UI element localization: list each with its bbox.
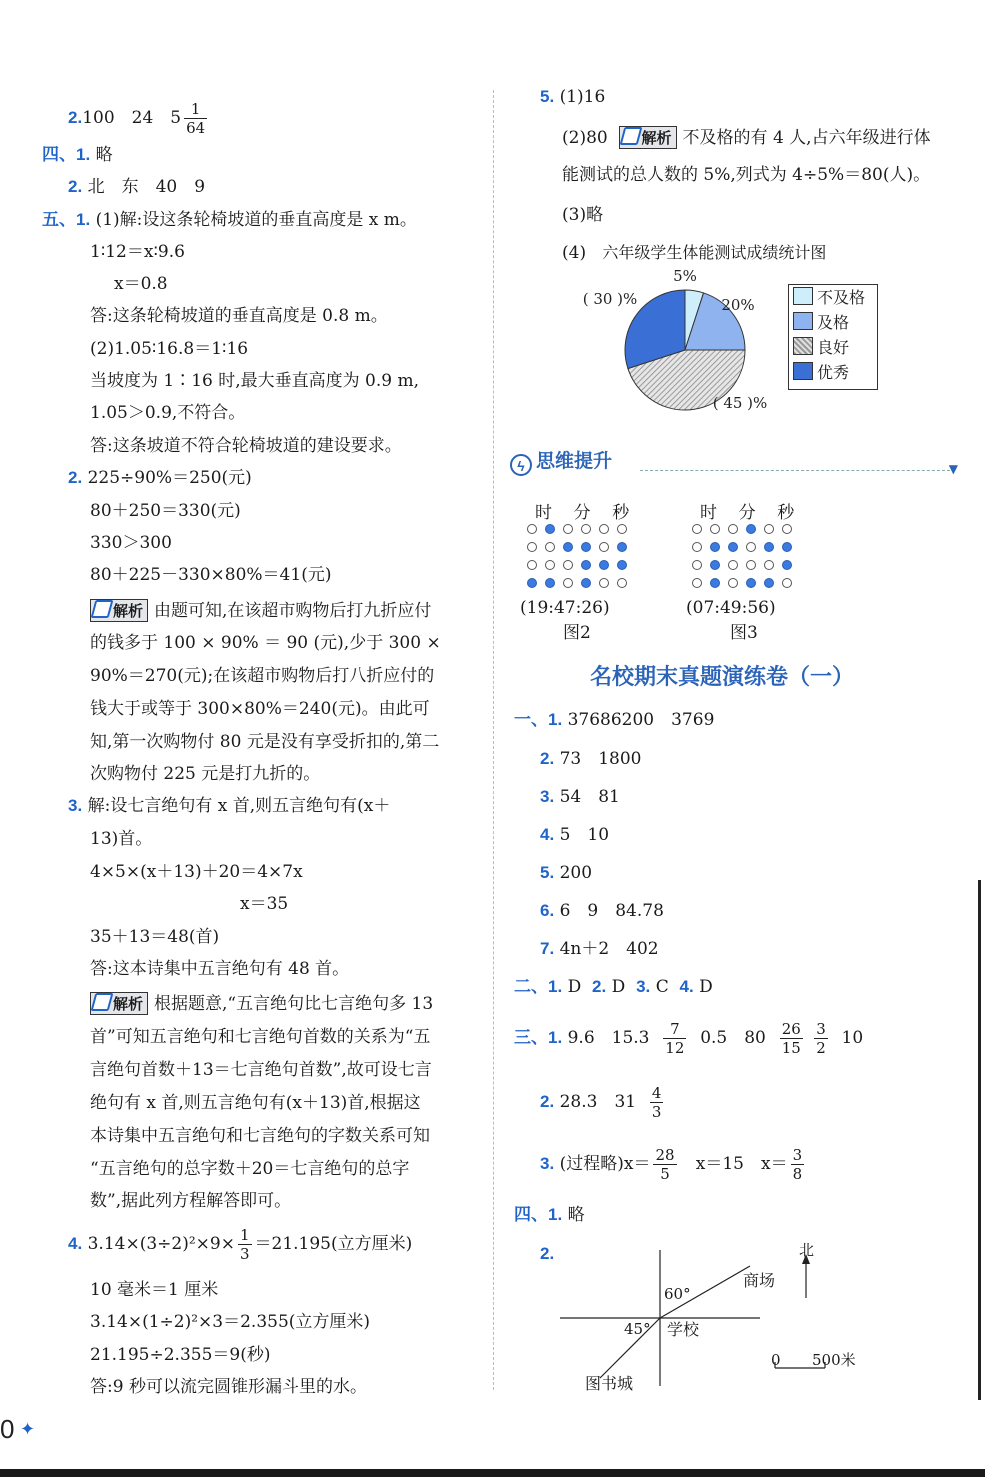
fraction: $\frac{4}{3}$ [651, 1084, 662, 1121]
answer-line: 4. 3.14×(3÷2)²×9× $\frac{1}{3}$ ＝21.195(立方厘米) [68, 1226, 413, 1263]
binary-dot [746, 560, 756, 570]
page-number: 0 [0, 1414, 15, 1444]
binary-dot [728, 578, 738, 588]
clock-time: (19:47:26) [520, 598, 610, 618]
answer-line: 5. (1)16 [540, 87, 606, 107]
legend-swatch [793, 337, 813, 355]
triangle-down-icon: ▼ [948, 462, 958, 476]
answer-line: 2. 北 东 40 9 [68, 177, 206, 197]
binary-dot [581, 578, 591, 588]
scale-label: 0 [771, 1351, 781, 1369]
binary-dot [782, 560, 792, 570]
binary-dot [764, 524, 774, 534]
section-title: ϟ 思维提升 [510, 450, 612, 476]
scale-label: 500米 [812, 1351, 856, 1369]
analysis-tag: 解析 [90, 599, 148, 622]
analysis-line: 本诗集中五言绝句和七言绝句的字数关系可知 [90, 1126, 430, 1146]
answer-line: 13)首。 [90, 829, 153, 849]
binary-dot [599, 560, 609, 570]
answer-line: 3.14×(1÷2)²×3＝2.355(立方厘米) [90, 1312, 371, 1332]
map-label-north: 北 [799, 1241, 815, 1259]
legend-swatch [793, 287, 813, 305]
binary-dot [617, 524, 627, 534]
answer-line: (2)1.05∶16.8＝1∶16 [90, 339, 249, 359]
analysis-line: 言绝句首数＋13＝七言绝句首数”,故可设七言 [90, 1060, 432, 1080]
star-icon: ✦ [20, 1419, 36, 1440]
fraction: $\frac{3}{2}$ [816, 1020, 826, 1057]
pen-icon [91, 600, 114, 618]
answer-line: x＝0.8 [114, 274, 168, 294]
figure-label: 图2 [563, 623, 591, 643]
answer-line: 答:这条坡道不符合轮椅坡道的建设要求。 [90, 436, 402, 456]
legend-item: 及格 [793, 312, 849, 334]
binary-dot [617, 560, 627, 570]
answer-line: 80＋250＝330(元) [90, 501, 241, 521]
binary-dot [581, 542, 591, 552]
answer-line: 3. 54 81 [540, 787, 620, 807]
answer-line: 答:这条轮椅坡道的垂直高度是 0.8 m。 [90, 306, 388, 326]
answer-line: 5. 200 [540, 863, 593, 883]
binary-dot [782, 578, 792, 588]
binary-dot [782, 542, 792, 552]
binary-dot [728, 560, 738, 570]
chart-legend [788, 284, 878, 390]
binary-clock-fig3 [692, 524, 796, 588]
pie-chart [560, 262, 800, 432]
binary-dot [545, 560, 555, 570]
clock-time: (07:49:56) [686, 598, 776, 618]
binary-dot [692, 578, 702, 588]
fraction: $\frac{3}{8}$ [792, 1146, 803, 1183]
binary-dot [728, 542, 738, 552]
fraction: $\frac{1}{3}$ [239, 1226, 250, 1263]
answer-line: 五、1. (1)解:设这条轮椅坡道的垂直高度是 x m。 [42, 210, 417, 230]
analysis-line: 数”,据此列方程解答即可。 [90, 1191, 292, 1211]
answer-line: 答:9 秒可以流完圆锥形漏斗里的水。 [90, 1377, 367, 1397]
binary-dot [692, 560, 702, 570]
legend-item: 优秀 [793, 362, 849, 384]
analysis-line: 解析 根据题意,“五言绝句比七言绝句多 13 [90, 992, 433, 1015]
answer-line: 35＋13＝48(首) [90, 927, 220, 947]
answer-line: 2. [540, 1244, 555, 1263]
binary-dot [746, 542, 756, 552]
binary-dot [581, 524, 591, 534]
binary-dot [563, 542, 573, 552]
analysis-line: 解析 由题可知,在该超市购物后打九折应付 [90, 599, 431, 622]
answer-line: 当坡度为 1∶16 时,最大垂直高度为 0.9 m, [90, 371, 420, 391]
binary-dot [599, 578, 609, 588]
binary-dot [563, 524, 573, 534]
binary-dot [710, 542, 720, 552]
answer-line: 2. 73 1800 [540, 749, 642, 769]
pie-label: ( 30 )% [582, 290, 638, 308]
exam-title: 名校期末真题演练卷（一） [590, 664, 855, 690]
analysis-line: 能测试的总人数的 5%,列式为 4÷5%＝80(人)。 [562, 165, 931, 185]
binary-dot [599, 542, 609, 552]
binary-dot [692, 524, 702, 534]
answer-line: 1.05＞0.9,不符合。 [90, 403, 246, 423]
answer-line: x＝35 [240, 894, 289, 914]
header-rule [640, 470, 950, 471]
binary-dot [710, 560, 720, 570]
analysis-line: 次购物付 225 元是打九折的。 [90, 764, 321, 784]
binary-dot [764, 560, 774, 570]
legend-item: 良好 [793, 337, 849, 359]
answer-line: 四、1. 略 [42, 145, 113, 165]
pie-label: 5% [673, 267, 697, 285]
answer-line: 21.195÷2.355＝9(秒) [90, 1345, 271, 1365]
pen-icon [91, 993, 114, 1011]
chart-caption: (4) 六年级学生体能测试成绩统计图 [562, 243, 827, 263]
binary-dot [764, 542, 774, 552]
answer-line: 三、1. 9.6 15.3 $\frac{7}{12}$ 0.5 80 $\frac{26}{15}$ $\frac{3}{2}$ 10 [514, 1020, 864, 1057]
binary-dot [746, 524, 756, 534]
answer-line: 6. 6 9 84.78 [540, 901, 664, 921]
binary-dot [563, 560, 573, 570]
fraction: $\frac{1}{64}$ [186, 100, 206, 137]
analysis-line: 首”可知五言绝句和七言绝句首数的关系为“五 [90, 1027, 431, 1047]
answer-line: 80＋225－330×80%＝41(元) [90, 565, 332, 585]
pen-icon [619, 127, 642, 145]
fraction: $\frac{26}{15}$ [781, 1020, 801, 1057]
lightning-icon: ϟ [510, 454, 532, 476]
clock-headers: 时 分 秒 [535, 503, 630, 523]
map-label-shop: 商场 [743, 1271, 776, 1290]
binary-dot [527, 578, 537, 588]
analysis-tag: 解析 [619, 126, 677, 149]
column-divider [493, 90, 494, 1390]
binary-dot [617, 578, 627, 588]
map-label-angle: 45° [624, 1320, 651, 1338]
binary-dot [527, 524, 537, 534]
binary-dot [599, 524, 609, 534]
analysis-line: “五言绝句的总字数＋20＝七言绝句的总字 [90, 1159, 410, 1179]
analysis-line: 知,第一次购物付 80 元是没有享受折扣的,第二 [90, 732, 440, 752]
figure-label: 图3 [730, 623, 758, 643]
binary-dot [764, 578, 774, 588]
analysis-tag: 解析 [90, 992, 148, 1015]
binary-dot [545, 578, 555, 588]
binary-dot [581, 560, 591, 570]
binary-dot [545, 524, 555, 534]
binary-dot [746, 578, 756, 588]
pie-label: 20% [721, 296, 755, 314]
answer-line: 四、1. 略 [514, 1205, 585, 1225]
fraction: $\frac{28}{5}$ [655, 1146, 675, 1183]
answer-line: 2. 28.3 31 $\frac{4}{3}$ [540, 1084, 662, 1121]
answer-line: 一、1. 37686200 3769 [514, 710, 715, 730]
answer-line: 2.100 24 5 $\frac{1}{64}$ [68, 100, 206, 137]
map-label-library: 图书城 [585, 1374, 634, 1393]
binary-dot [710, 578, 720, 588]
page-edge-mark [978, 880, 981, 1400]
binary-dot [782, 524, 792, 534]
analysis-line: 90%＝270(元);在该超市购物后打八折应付的 [90, 666, 435, 686]
map-label-angle: 60° [664, 1285, 691, 1303]
answer-line: 3. (过程略)x＝ $\frac{28}{5}$ x＝15 x＝ $\frac{3}{8}$ [540, 1146, 803, 1183]
binary-dot [545, 542, 555, 552]
answer-line: 答:这本诗集中五言绝句有 48 首。 [90, 959, 350, 979]
section-header-think [510, 448, 958, 478]
answer-line: 330＞300 [90, 533, 172, 553]
binary-dot [527, 560, 537, 570]
legend-item: 不及格 [793, 287, 865, 309]
binary-clock-fig2 [527, 524, 631, 588]
legend-swatch [793, 362, 813, 380]
bottom-bar [0, 1469, 985, 1477]
answer-line: 10 毫米＝1 厘米 [90, 1280, 219, 1300]
answer-line: (3)略 [562, 205, 604, 225]
binary-dot [527, 542, 537, 552]
binary-dot [728, 524, 738, 534]
answer-line: 4×5×(x＋13)＋20＝4×7x [90, 862, 303, 882]
analysis-line: 的钱多于 100 × 90% ＝ 90 (元),少于 300 × [90, 633, 441, 653]
answer-line: 1∶12＝x∶9.6 [90, 242, 185, 262]
binary-dot [710, 524, 720, 534]
binary-dot [563, 578, 573, 588]
answer-line: 2. 225÷90%＝250(元) [68, 468, 252, 488]
clock-headers: 时 分 秒 [700, 503, 795, 523]
binary-dot [692, 542, 702, 552]
map-label-school: 学校 [667, 1320, 700, 1339]
answer-line: 4. 5 10 [540, 825, 610, 845]
answer-line: (2)80 解析 不及格的有 4 人,占六年级进行体 [562, 128, 931, 148]
answer-line: 3. 解:设七言绝句有 x 首,则五言绝句有(x＋ [68, 796, 391, 816]
analysis-line: 钱大于或等于 300×80%＝240(元)。由此可 [90, 699, 430, 719]
fraction: $\frac{7}{12}$ [665, 1020, 685, 1057]
legend-swatch [793, 312, 813, 330]
answer-line: 二、1. D 2. D 3. C 4. D [514, 977, 713, 997]
pie-label: ( 45 )% [712, 394, 768, 412]
binary-dot [617, 542, 627, 552]
answer-line: 7. 4n＋2 402 [540, 939, 659, 959]
analysis-line: 绝句有 x 首,则五言绝句有(x＋13)首,根据这 [90, 1093, 421, 1113]
